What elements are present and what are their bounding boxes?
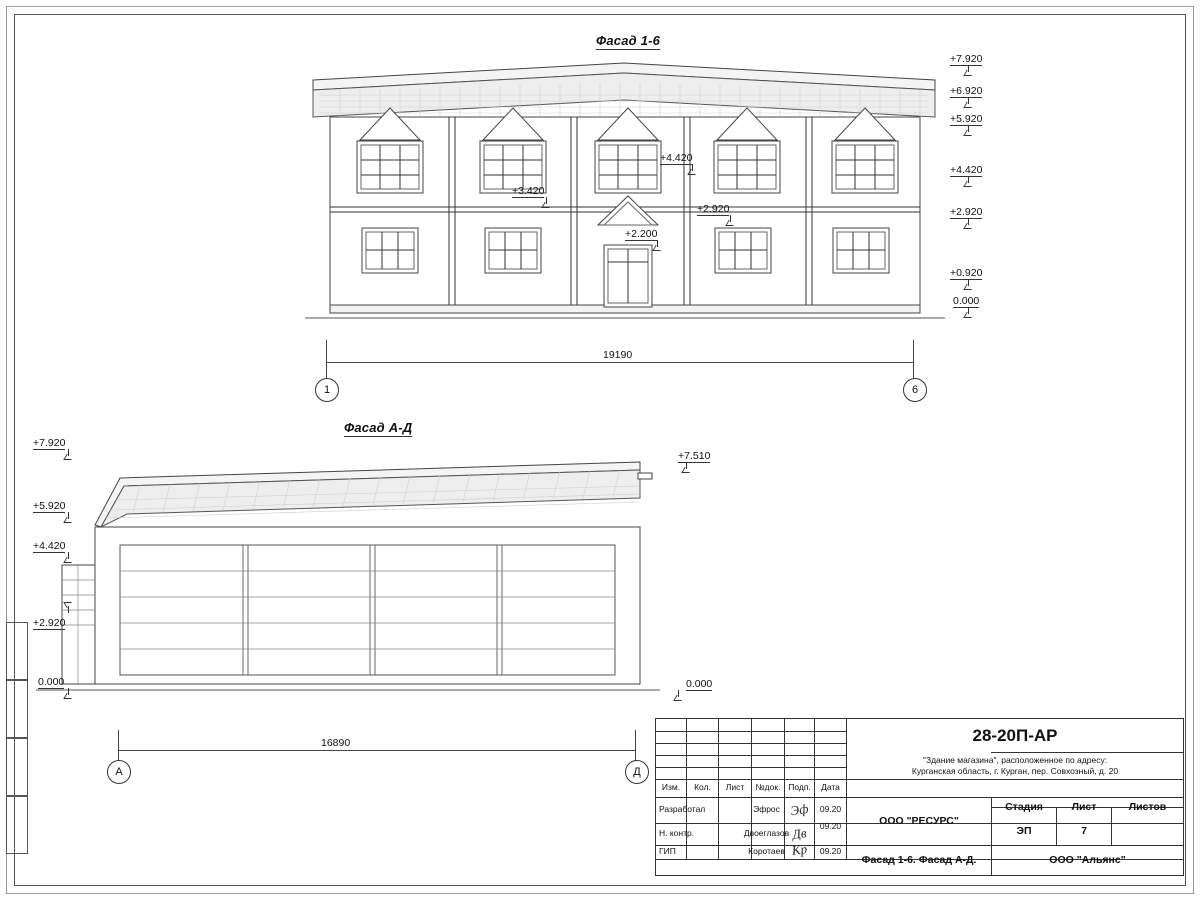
dimension-value: 19190 xyxy=(600,349,635,361)
level-mark: +2.200 xyxy=(625,228,658,240)
sheet-name: Фасад 1-6. Фасад А-Д. xyxy=(861,854,977,867)
tb-role: Разработал xyxy=(659,804,706,815)
level-arrow-icon xyxy=(64,449,73,459)
sheet-header: Лист xyxy=(1071,800,1097,813)
tb-date: 09.20 xyxy=(819,821,842,832)
designer-organization: ООО "РЕСУРС" xyxy=(879,814,959,827)
dimension-value: 16890 xyxy=(318,737,353,749)
level-mark: +4.420 xyxy=(950,164,983,176)
level-arrow-icon xyxy=(64,552,73,562)
level-arrow-icon xyxy=(964,125,973,135)
drawing-number: 28-20П-АР xyxy=(972,725,1058,745)
level-arrow-icon xyxy=(682,462,691,472)
level-mark: 0.000 xyxy=(38,676,65,688)
tb-col-ndok: №док. xyxy=(755,782,781,793)
tb-signature: Дв xyxy=(791,824,808,842)
level-arrow-icon xyxy=(964,218,973,228)
stage-value: ЭП xyxy=(1016,824,1032,837)
level-mark: +5.920 xyxy=(33,500,66,512)
axis-bubble-6: 6 xyxy=(903,378,927,402)
tb-date: 09.20 xyxy=(819,846,842,857)
level-arrow-up-icon xyxy=(64,603,73,613)
object-title-line1: "Здание магазина", расположенное по адресу: xyxy=(922,755,1108,766)
facade-a-d-title: Фасад А-Д xyxy=(344,420,413,435)
stage-header: Стадия xyxy=(1005,800,1043,813)
level-mark: +2.920 xyxy=(697,203,730,215)
level-arrow-icon xyxy=(653,240,662,250)
level-mark: +7.920 xyxy=(950,53,983,65)
level-mark: +3.420 xyxy=(512,185,545,197)
level-arrow-icon xyxy=(964,176,973,186)
tb-col-izm: Изм. xyxy=(661,782,681,793)
axis-bubble-1: 1 xyxy=(315,378,339,402)
tb-col-data: Дата xyxy=(821,782,840,793)
level-arrow-icon xyxy=(688,164,697,174)
level-mark: +6.920 xyxy=(950,85,983,97)
level-arrow-icon xyxy=(964,279,973,289)
sheets-value xyxy=(1112,818,1183,844)
level-arrow-icon xyxy=(964,307,973,317)
tb-name: Эфрос xyxy=(753,804,780,815)
level-arrow-icon xyxy=(674,690,683,700)
dimension-line xyxy=(326,362,914,363)
tb-role: ГИП xyxy=(659,846,676,857)
tb-name: Коротаев xyxy=(748,846,785,857)
sheets-header: Листов xyxy=(1128,800,1167,813)
level-mark: 0.000 xyxy=(686,678,713,690)
level-arrow-icon xyxy=(542,197,551,207)
level-mark: 0.000 xyxy=(953,295,980,307)
level-mark: +5.920 xyxy=(950,113,983,125)
tb-signature: Кр xyxy=(790,840,808,858)
level-mark: +4.420 xyxy=(33,540,66,552)
level-arrow-icon xyxy=(964,65,973,75)
tb-col-list: Лист xyxy=(725,782,745,793)
tb-signature: Эф xyxy=(789,800,810,818)
dimension-line xyxy=(118,750,636,751)
level-arrow-icon xyxy=(64,512,73,522)
tb-col-kol: Кол. xyxy=(694,782,711,793)
level-arrow-icon xyxy=(64,688,73,698)
tb-col-podp: Подп. xyxy=(788,782,811,793)
level-mark: +2.920 xyxy=(950,206,983,218)
level-arrow-icon xyxy=(726,215,735,225)
level-mark: +4.420 xyxy=(660,152,693,164)
tb-role: Н. контр. xyxy=(659,828,695,839)
level-mark: +7.510 xyxy=(678,450,711,462)
level-mark: +0.920 xyxy=(950,267,983,279)
axis-bubble-a: А xyxy=(107,760,131,784)
sheet-value: 7 xyxy=(1081,824,1087,837)
client-organization: ООО "Альянс" xyxy=(1049,854,1126,867)
facade-1-6-title: Фасад 1-6 xyxy=(596,33,661,48)
title-block xyxy=(655,718,1184,876)
tb-date: 09.20 xyxy=(819,804,842,815)
axis-bubble-d: Д xyxy=(625,760,649,784)
level-mark: +7.920 xyxy=(33,437,66,449)
tb-name: Двоеглазов xyxy=(743,828,790,839)
level-mark: +2.920 xyxy=(33,617,66,629)
level-arrow-icon xyxy=(964,97,973,107)
object-title-line2: Курганская область, г. Курган, пер. Совхозный, д. 20 xyxy=(911,766,1119,777)
